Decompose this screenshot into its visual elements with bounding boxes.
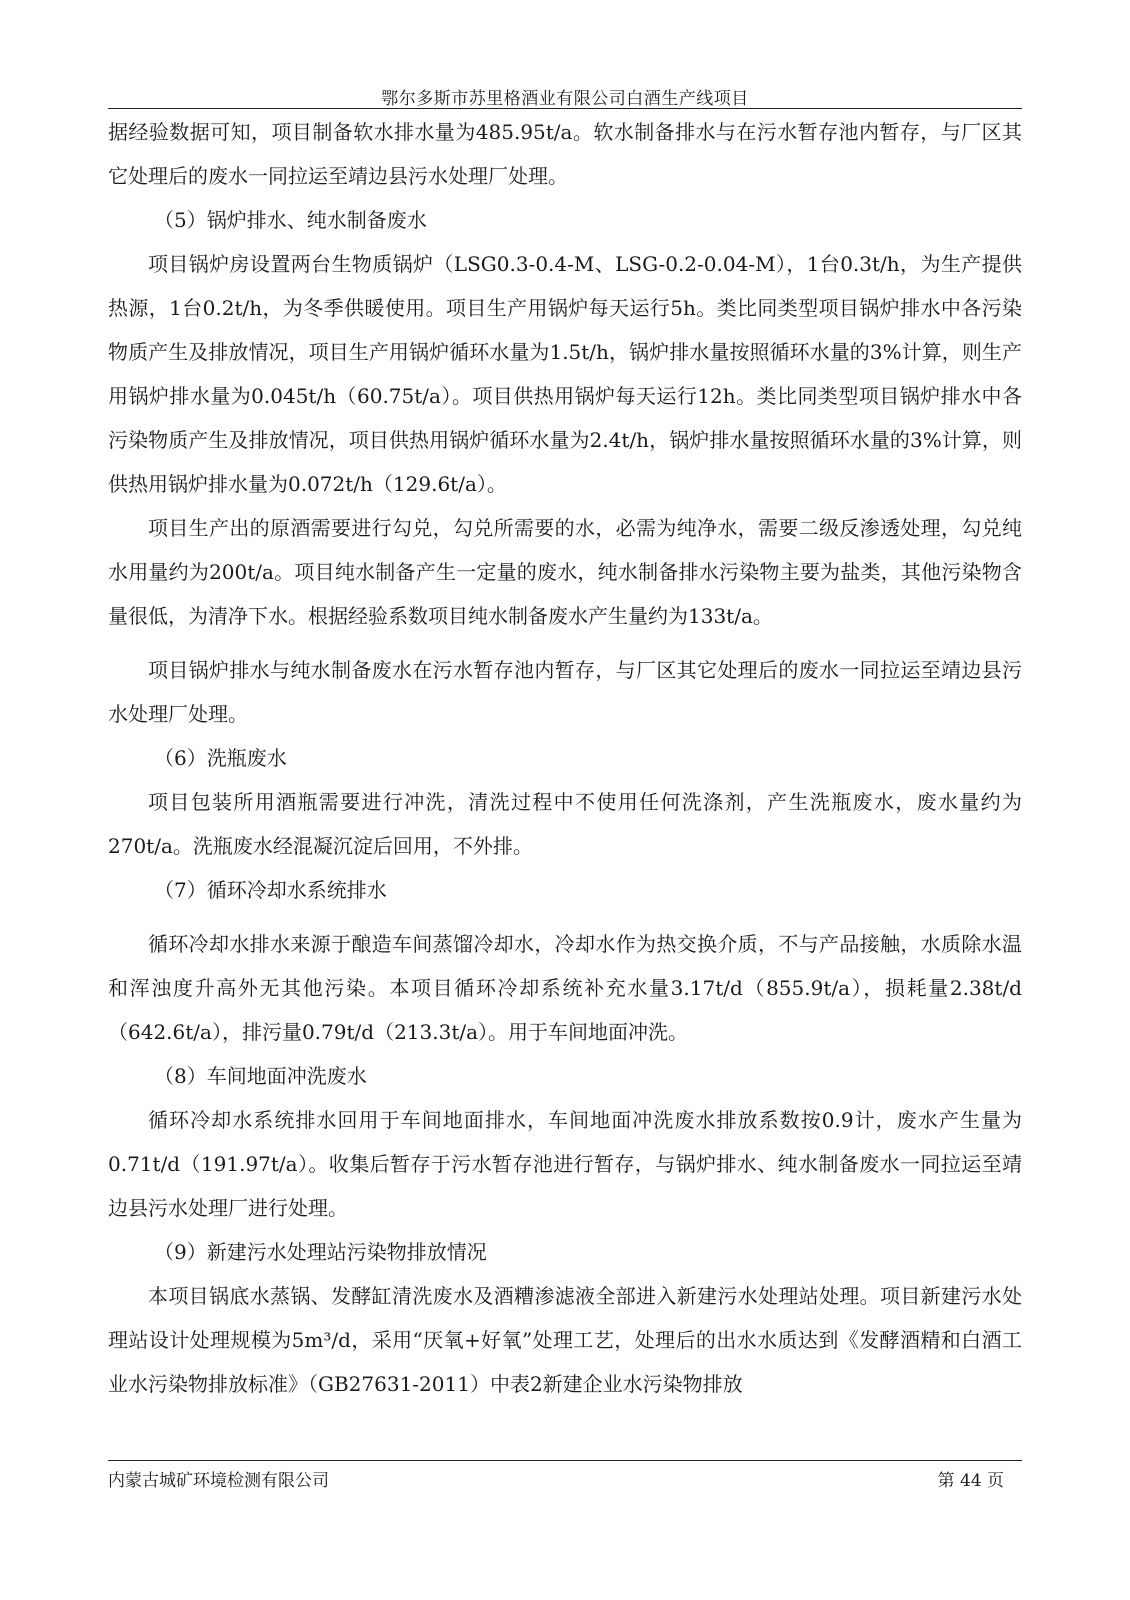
paragraph-floor-wash: 循环冷却水系统排水回用于车间地面排水，车间地面冲洗废水排放系数按0.9计，废水产生量为0.71t/d（191.97t/a）。收集后暂存于污水暂存池进行暂存，与锅炉排水、纯水制备废水一同拉运至靖边县污水处理厂进行处理。 [108, 1108, 1022, 1220]
paragraph-cooling-water: 循环冷却水排水来源于酿造车间蒸馏冷却水，冷却水作为热交换介质，不与产品接触，水质除水温和浑浊度升高外无其他污染。本项目循环冷却系统补充水量3.17t/d（855.9t/a），损耗量2.38t/d（642.6t/a），排污量0.79t/d（213.3t/a）。用于车间地面冲洗。 [108, 932, 1022, 1044]
page-number: 第 44 页 [937, 1471, 1004, 1491]
paragraph-softwater-continued: 据经验数据可知，项目制备软水排水量为485.95t/a。软水制备排水与在污水暂存池内暂存，与厂区其它处理后的废水一同拉运至靖边县污水处理厂处理。 [108, 120, 1022, 188]
section-heading-7: （7）循环冷却水系统排水 [154, 878, 387, 902]
footer-company: 内蒙古城矿环境检测有限公司 [108, 1471, 329, 1491]
paragraph-treatment-station: 本项目锅底水蒸锅、发酵缸清洗废水及酒糟渗滤液全部进入新建污水处理站处理。项目新建污水处理站设计处理规模为5m³/d，采用“厌氧+好氧”处理工艺，处理后的出水水质达到《发酵酒精和白酒工业水污染物排放标准》（GB27631-2011）中表2新建企业水污染物排放 [108, 1284, 1022, 1396]
document-body [108, 110, 1022, 1406]
paragraph-purewater: 项目生产出的原酒需要进行勾兑，勾兑所需要的水，必需为纯净水，需要二级反渗透处理，勾兑纯水用量约为200t/a。项目纯水制备产生一定量的废水，纯水制备排水污染物主要为盐类，其他污染物含量很低，为清净下水。根据经验系数项目纯水制备废水产生量约为133t/a。 [108, 516, 1022, 628]
paragraph-boiler: 项目锅炉房设置两台生物质锅炉（LSG0.3-0.4-M、LSG-0.2-0.04-M），1台0.3t/h，为生产提供热源，1台0.2t/h，为冬季供暖使用。项目生产用锅炉每天运行5h。类比同类型项目锅炉排水中各污染物质产生及排放情况，项目生产用锅炉循环水量为1.5t/h，锅炉排水量按照循环水量的3%计算，则生产用锅炉排水量为0.045t/h（60.75t/a）。项目供热用锅炉每天运行12h。类比同类型项目锅炉排水中各污染物质产生及排放情况，项目供热用锅炉循环水量为2.4t/h，锅炉排水量按照循环水量的3%计算，则供热用锅炉排水量为0.072t/h（129.6t/a）。 [108, 252, 1022, 496]
section-heading-6: （6）洗瓶废水 [154, 746, 287, 770]
section-heading-5: （5）锅炉排水、纯水制备废水 [154, 208, 427, 232]
paragraph-storage: 项目锅炉排水与纯水制备废水在污水暂存池内暂存，与厂区其它处理后的废水一同拉运至靖边县污水处理厂处理。 [108, 658, 1022, 726]
header-divider [108, 108, 1022, 109]
page-header: 鄂尔多斯市苏里格酒业有限公司白酒生产线项目 [381, 89, 749, 109]
section-heading-8: （8）车间地面冲洗废水 [154, 1064, 367, 1088]
paragraph-bottle-wash: 项目包装所用酒瓶需要进行冲洗，清洗过程中不使用任何洗涤剂，产生洗瓶废水，废水量约为 270t/a。洗瓶废水经混凝沉淀后回用，不外排。 [108, 790, 1022, 858]
section-heading-9: （9）新建污水处理站污染物排放情况 [154, 1240, 487, 1264]
footer-divider [108, 1460, 1022, 1461]
